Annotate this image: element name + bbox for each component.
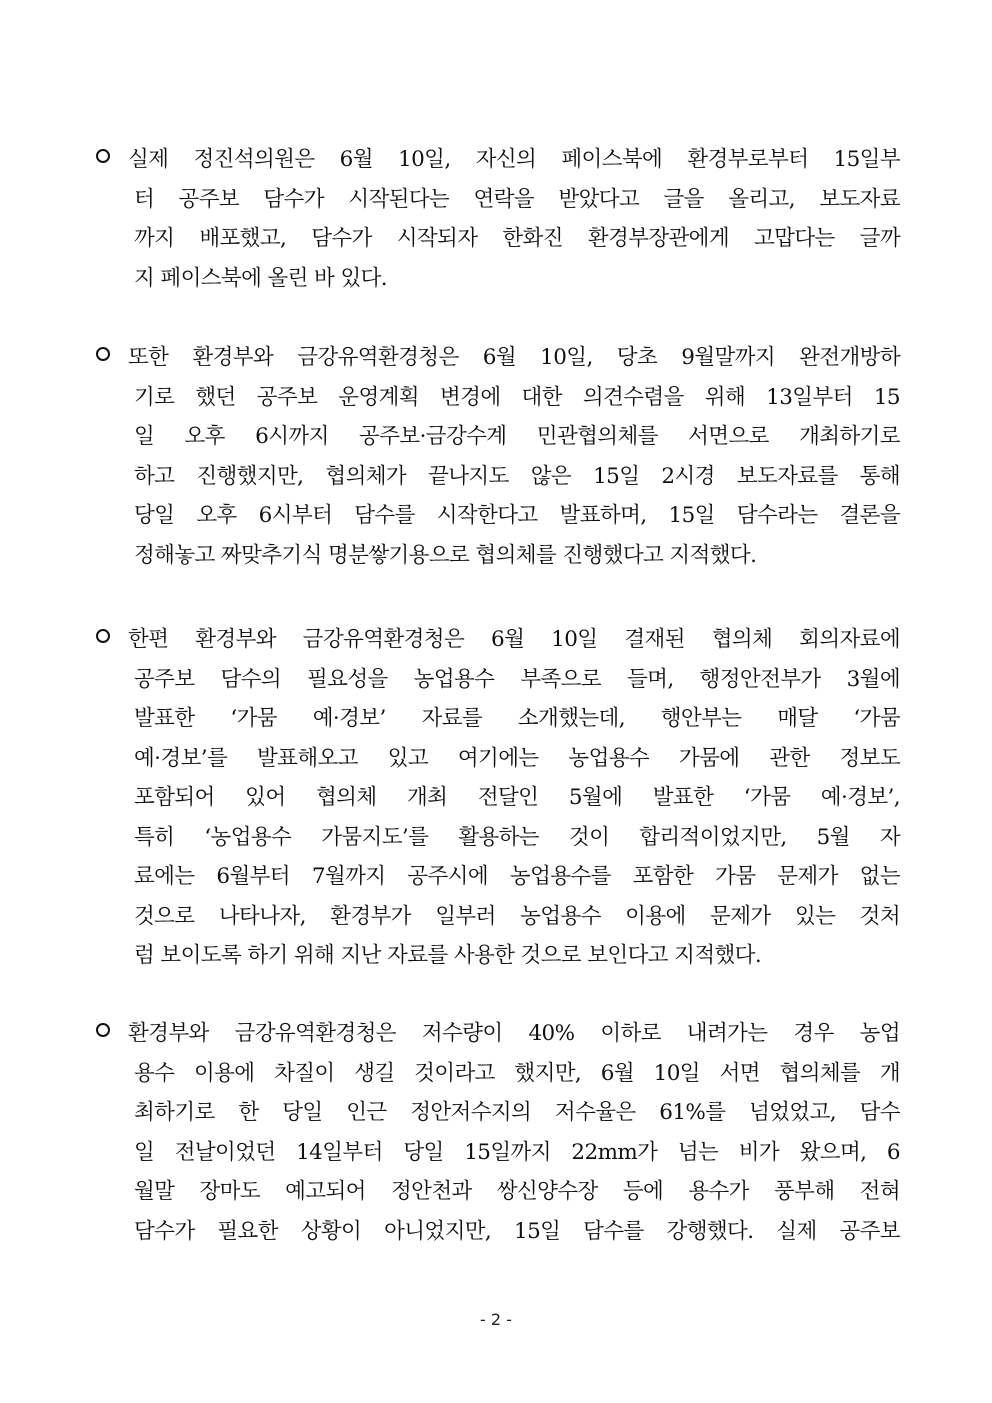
paragraph-line: 발표한 ‘가뭄 예·경보’ 자료를 소개했는데, 행안부는 매달 ‘가뭄 [134,706,900,731]
paragraph-4 [90,1014,900,1251]
paragraph-line: 용수 이용에 차질이 생길 것이라고 했지만, 6월 10일 서면 협의체를 개 [134,1060,900,1086]
paragraph-line: 특히 ‘농업용수 가뭄지도’를 활용하는 것이 합리적이었지만, 5월 자 [134,824,900,850]
paragraph-line: 환경부와 금강유역환경청은 저수량이 40% 이하로 내려가는 경우 농업 [128,1021,900,1046]
paragraph-line: 월말 장마도 예고되어 정안천과 쌍신양수장 등에 용수가 풍부해 전혀 [134,1179,900,1204]
paragraph-line: 공주보 담수의 필요성을 농업용수 부족으로 들며, 행정안전부가 3월에 [134,666,900,692]
paragraph-line: 럼 보이도록 하기 위해 지난 자료를 사용한 것으로 보인다고 지적했다. [134,943,762,968]
hollow-circle-bullet-icon [96,149,110,163]
paragraph-line: 기로 했던 공주보 운영계획 변경에 대한 의견수렴을 위해 13일부터 15 [134,384,900,410]
paragraph-line: 최하기로 한 당일 인근 정안저수지의 저수율은 61%를 넘었었고, 담수 [134,1100,900,1125]
page-number: - 2 - [480,1310,512,1329]
paragraph-line: 담수가 필요한 상황이 아니었지만, 15일 담수를 강행했다. 실제 공주보 [134,1218,900,1244]
paragraph-line: 것으로 나타나자, 환경부가 일부러 농업용수 이용에 문제가 있는 것처 [134,903,900,929]
paragraph-line: 일 전날이었던 14일부터 당일 15일까지 22mm가 넘는 비가 왔으며, 6 [134,1139,900,1165]
hollow-circle-bullet-icon [96,347,110,361]
paragraph-1 [90,140,900,298]
paragraph-line: 한편 환경부와 금강유역환경청은 6월 10일 결재된 협의체 회의자료에 [128,627,900,652]
paragraph-line: 지 페이스북에 올린 바 있다. [134,265,388,291]
paragraph-line: 포함되어 있어 협의체 개최 전달인 5월에 발표한 ‘가뭄 예·경보’, [134,785,900,810]
paragraph-line: 료에는 6월부터 7월까지 공주시에 농업용수를 포함한 가뭄 문제가 없는 [134,864,900,889]
paragraph-line: 실제 정진석의원은 6월 10일, 자신의 페이스북에 환경부로부터 15일부 [128,147,900,172]
paragraph-line: 정해놓고 짜맞추기식 명분쌓기용으로 협의체를 진행했다고 지적했다. [134,542,757,568]
paragraph-line: 일 오후 6시까지 공주보·금강수계 민관협의체를 서면으로 개최하기로 [134,424,900,449]
hollow-circle-bullet-icon [96,629,110,643]
paragraph-line: 터 공주보 담수가 시작된다는 연락을 받았다고 글을 올리고, 보도자료 [134,186,900,212]
hollow-circle-bullet-icon [96,1023,110,1037]
paragraph-line: 까지 배포했고, 담수가 시작되자 한화진 환경부장관에게 고맙다는 글까 [134,226,900,251]
paragraph-line: 당일 오후 6시부터 담수를 시작한다고 발표하며, 15일 담수라는 결론을 [134,503,900,528]
paragraph-3 [90,620,900,976]
paragraph-line: 하고 진행했지만, 협의체가 끝나지도 않은 15일 2시경 보도자료를 통해 [134,463,900,489]
paragraph-line: 또한 환경부와 금강유역환경청은 6월 10일, 당초 9월말까지 완전개방하 [128,345,900,370]
paragraph-line: 예·경보’를 발표해오고 있고 여기에는 농업용수 가뭄에 관한 정보도 [134,745,900,771]
paragraph-2 [90,338,900,575]
